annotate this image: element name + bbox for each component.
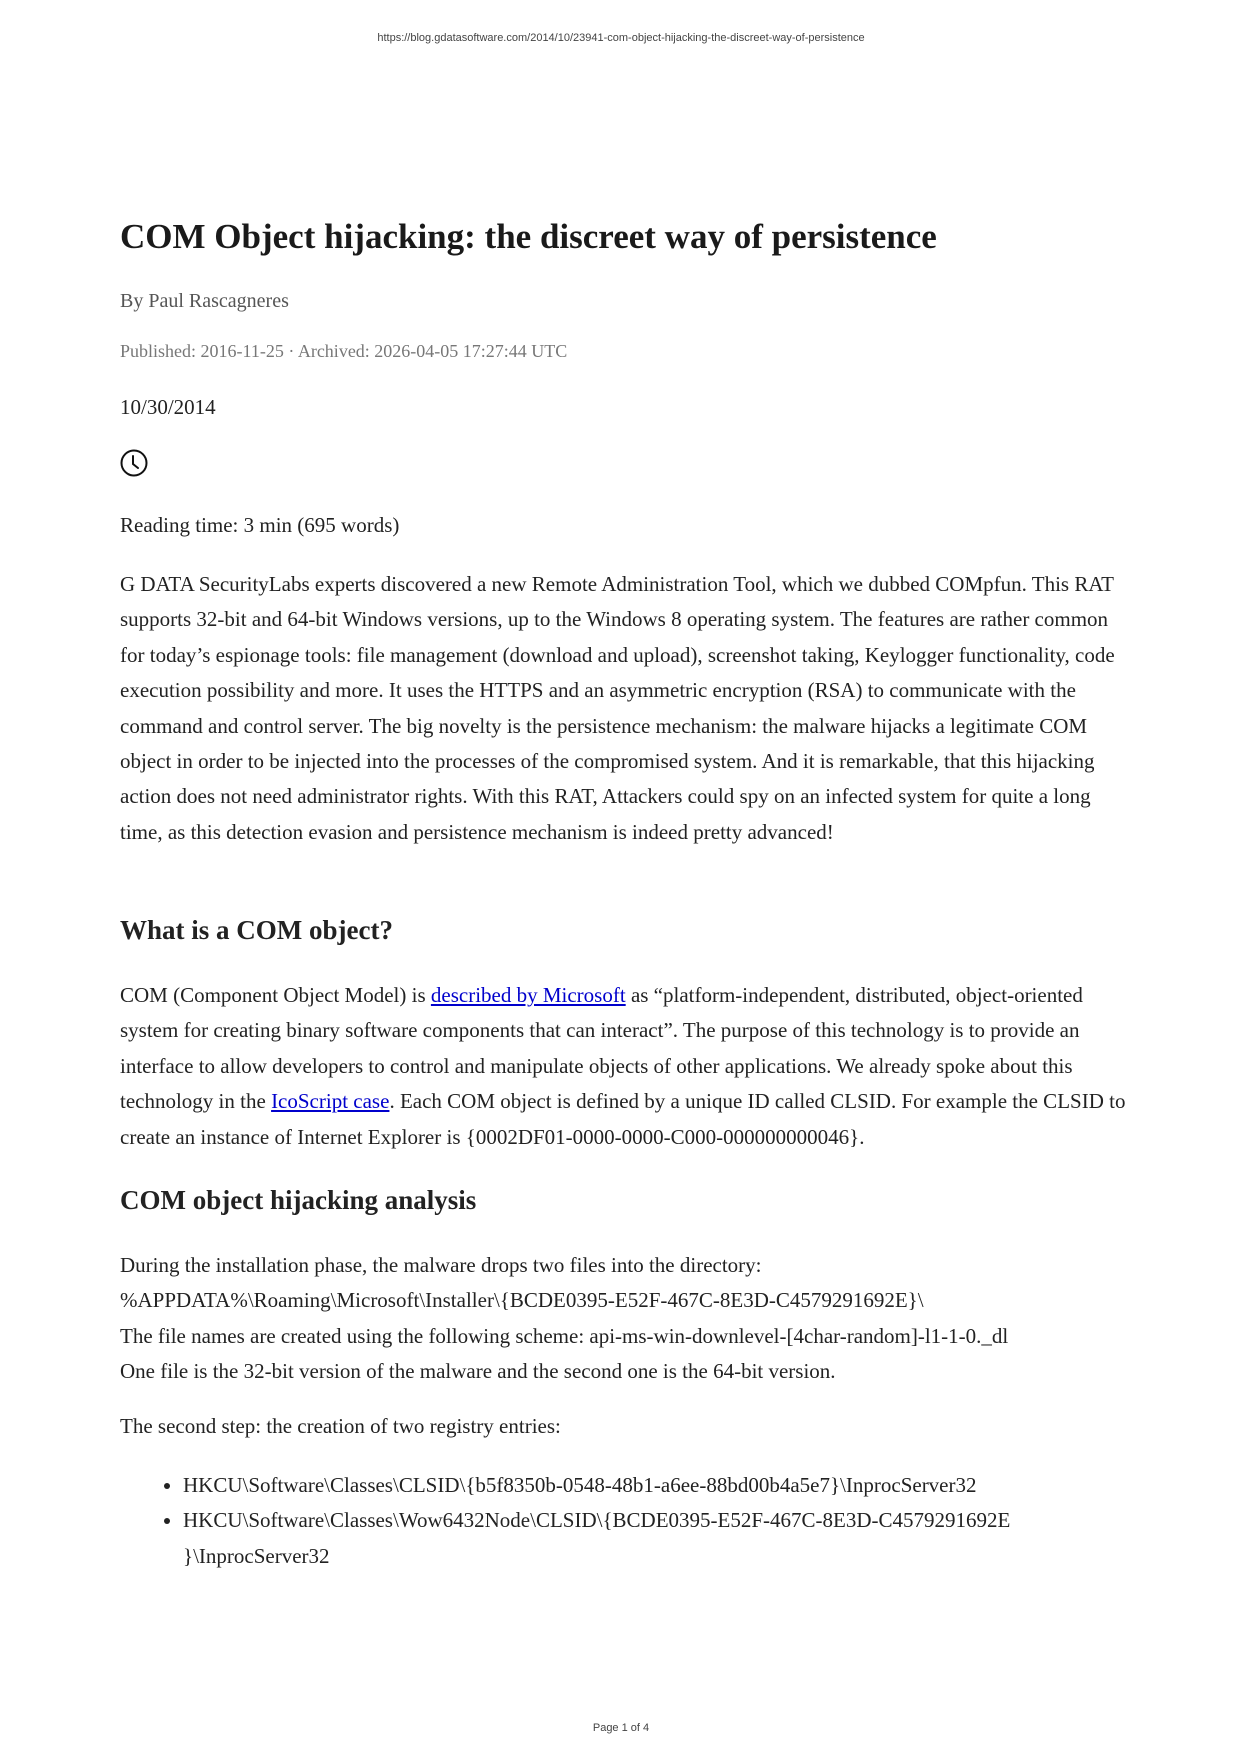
text-line: The file names are created using the following scheme: api-ms-win-downlevel-[4char-random]-l1-1-0._dl [120, 1323, 1009, 1348]
text-line: During the installation phase, the malware drops two files into the directory: [120, 1253, 762, 1277]
text: as “platform-independent, distributed, object-oriented system for creating binary software components that can interact”. The purpose of this technology is to provide an interface to allow developers to control and manipulate objects of other applications. We already spoke about this technology in the [120, 983, 1083, 1114]
registry-list [120, 1468, 1143, 1574]
publish-info: Published: 2016-11-25 · Archived: 2026-04-05 17:27:44 UTC [120, 341, 568, 361]
author-byline: By Paul Rascagneres [120, 290, 289, 312]
link-icoscript-case[interactable]: IcoScript case [271, 1089, 390, 1114]
article-title: COM Object hijacking: the discreet way of persistence [120, 217, 937, 256]
com-paragraph [120, 978, 1135, 1155]
text: . Each COM object is defined by a unique ID called CLSID. For example the CLSID to create an instance of Internet Explorer is {0002DF01-0000-0000-C000-000000000046}. [120, 1089, 1126, 1149]
article-date: 10/30/2014 [120, 395, 216, 419]
analysis-paragraph [120, 1248, 1135, 1390]
clock-icon [120, 449, 148, 477]
text: COM (Component Object Model) is [120, 983, 431, 1007]
list-item: • HKCU\Software\Classes\CLSID\{b5f8350b-0548-48b1-a6ee-88bd00b4a5e7}\InprocServer32 [183, 1468, 1143, 1503]
text-line: One file is the 32-bit version of the malware and the second one is the 64-bit version. [120, 1359, 836, 1384]
link-described-by-microsoft[interactable]: described by Microsoft [430, 983, 626, 1007]
list-item: • HKCU\Software\Classes\Wow6432Node\CLSID\{BCDE0395-E52F-467C-8E3D-C4579291692E }\InprocServer32 [183, 1503, 1143, 1574]
source-url: https://blog.gdatasoftware.com/2014/10/23941-com-object-hijacking-the-discreet-way-of-persistence [377, 32, 865, 44]
page-number: Page 1 of 4 [592, 1722, 650, 1734]
second-step-paragraph: The second step: the creation of two registry entries: [120, 1414, 561, 1438]
intro-paragraph: G DATA SecurityLabs experts discovered a new Remote Administration Tool, which we dubbed COMpfun. This RAT supports 32-bit and 64-bit Windows versions, up to the Windows 8 operating system. The features are rather common for today’s espionage tools: file management (download and upload), screenshot taking, Keylogger functionality, code execution possibility and more. It uses the HTTPS and an asymmetric encryption (RSA) to communicate with the command and control server. The big novelty is the persistence mechanism: the malware hijacks a legitimate COM object in order to be injected into the processes of the compromised system. And it is remarkable, that this hijacking action does not need administrator rights. With this RAT, Attackers could spy on an infected system for quite a long time, as this detection evasion and persistence mechanism is indeed pretty advanced! [120, 572, 1115, 844]
heading-hijacking-analysis: COM object hijacking analysis [120, 1185, 477, 1215]
text-line: %APPDATA%\Roaming\Microsoft\Installer\{BCDE0395-E52F-467C-8E3D-C4579291692E}\ [120, 1288, 924, 1313]
heading-what-is-com: What is a COM object? [120, 915, 393, 945]
reading-time: Reading time: 3 min (695 words) [120, 513, 400, 537]
